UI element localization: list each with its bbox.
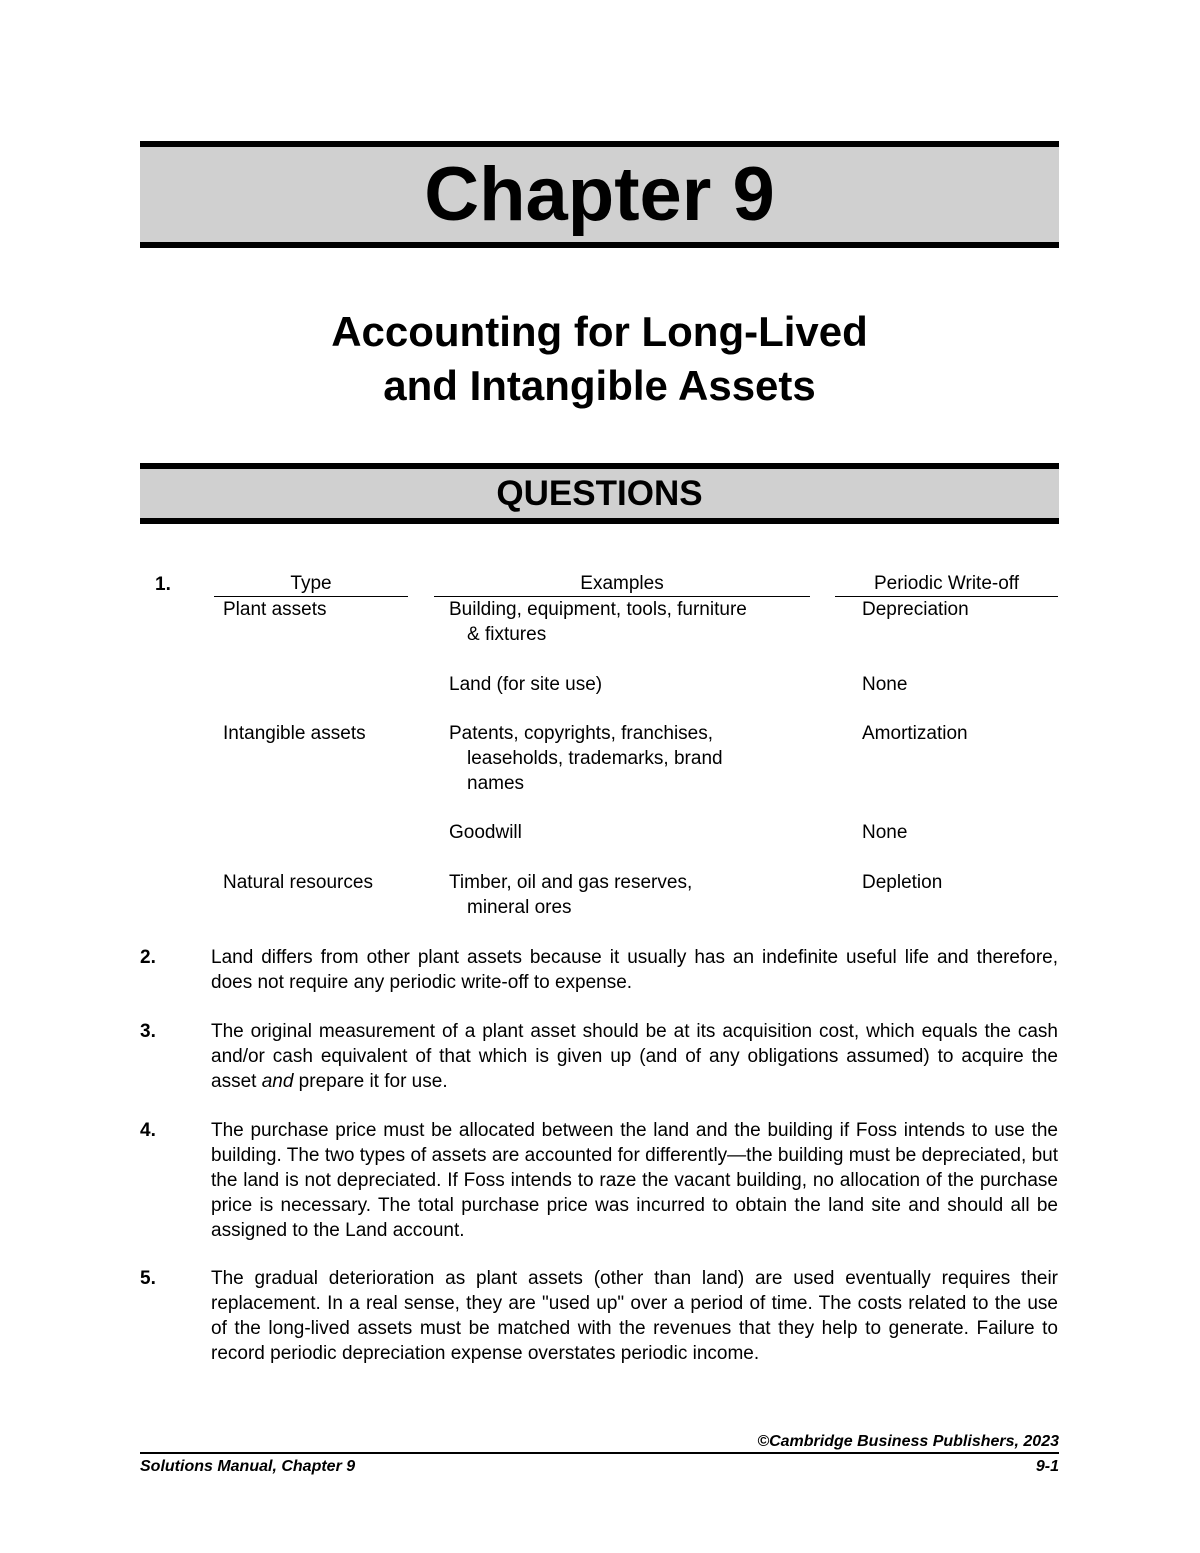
table-header-examples: Examples bbox=[434, 572, 810, 597]
answer-emphasis: and bbox=[261, 1071, 294, 1092]
example-line: leaseholds, trademarks, brand bbox=[467, 748, 723, 769]
chapter-title: Chapter 9 bbox=[424, 151, 775, 237]
footer-manual-label: Solutions Manual, Chapter 9 bbox=[140, 1458, 356, 1475]
answer-text-part: The original measurement of a plant asset should be at its acquisition cost, which equals the cash and/or cash equivalent of that which is given up (and of any obligations assumed) to acquire the asset bbox=[211, 1021, 1058, 1092]
example-line: names bbox=[467, 773, 525, 794]
footer-copyright: ©Cambridge Business Publishers, 2023 bbox=[757, 1433, 1059, 1450]
subtitle-line-2: and Intangible Assets bbox=[383, 362, 816, 409]
answer-text-part: prepare it for use. bbox=[293, 1071, 448, 1092]
answer-text bbox=[211, 1019, 1058, 1094]
subtitle-line-1: Accounting for Long-Lived bbox=[331, 308, 868, 355]
question-number: 3. bbox=[140, 1021, 156, 1042]
table-header-type: Type bbox=[214, 572, 408, 597]
table-cell-type: Intangible assets bbox=[223, 723, 366, 744]
example-line: Timber, oil and gas reserves, bbox=[449, 872, 693, 893]
answer-text bbox=[211, 1266, 1058, 1366]
table-cell-examples bbox=[449, 721, 723, 796]
answer-text-part: The gradual deterioration as plant assets (other than land) are used eventually requires their replacement. In a real sense, they are "used up" over a period of time. The costs related to the use of the long-lived assets must be matched with the revenues that they help to generate. Failure to record periodic depreciation expense overstates periodic income. bbox=[211, 1268, 1058, 1364]
table-cell-examples bbox=[449, 597, 747, 647]
question-number: 4. bbox=[140, 1120, 156, 1141]
page-number: 9-1 bbox=[1035, 1458, 1059, 1475]
chapter-subtitle bbox=[140, 305, 1059, 413]
footer-divider bbox=[140, 1452, 1059, 1454]
question-number: 2. bbox=[140, 947, 156, 968]
example-line: mineral ores bbox=[467, 897, 572, 918]
example-line: Patents, copyrights, franchises, bbox=[449, 723, 714, 744]
section-title: QUESTIONS bbox=[496, 474, 703, 513]
table-cell-writeoff: Depreciation bbox=[862, 599, 969, 620]
answer-text bbox=[211, 1118, 1058, 1243]
chapter-banner bbox=[140, 141, 1059, 248]
table-cell-examples bbox=[449, 870, 692, 920]
table-cell-writeoff: Depletion bbox=[862, 872, 943, 893]
table-cell-writeoff: None bbox=[862, 822, 908, 843]
table-cell-type: Plant assets bbox=[223, 599, 327, 620]
table-cell-examples bbox=[449, 672, 602, 697]
table-cell-writeoff: None bbox=[862, 674, 908, 695]
question-number: 5. bbox=[140, 1268, 156, 1289]
table-cell-type: Natural resources bbox=[223, 872, 373, 893]
example-line: & fixtures bbox=[467, 624, 547, 645]
answer-text-part: The purchase price must be allocated between the land and the building if Foss intends to use the building. The two types of assets are accounted for differently—the building must be depreciated, but the land is not depreciated. If Foss intends to raze the vacant building, no allocation of the purchase price is necessary. The total purchase price was incurred to obtain the land site and should all be assigned to the Land account. bbox=[211, 1120, 1058, 1241]
example-line: Goodwill bbox=[449, 822, 522, 843]
table-cell-writeoff: Amortization bbox=[862, 723, 968, 744]
table-cell-examples bbox=[449, 820, 522, 845]
example-line: Building, equipment, tools, furniture bbox=[449, 599, 747, 620]
answer-text bbox=[211, 945, 1058, 995]
question-number: 1. bbox=[155, 574, 171, 595]
example-line: Land (for site use) bbox=[449, 674, 603, 695]
table-header-writeoff: Periodic Write-off bbox=[835, 572, 1058, 597]
answer-text-part: Land differs from other plant assets because it usually has an indefinite useful life and therefore, does not require any periodic write-off to expense. bbox=[211, 947, 1058, 993]
section-banner bbox=[140, 463, 1059, 524]
